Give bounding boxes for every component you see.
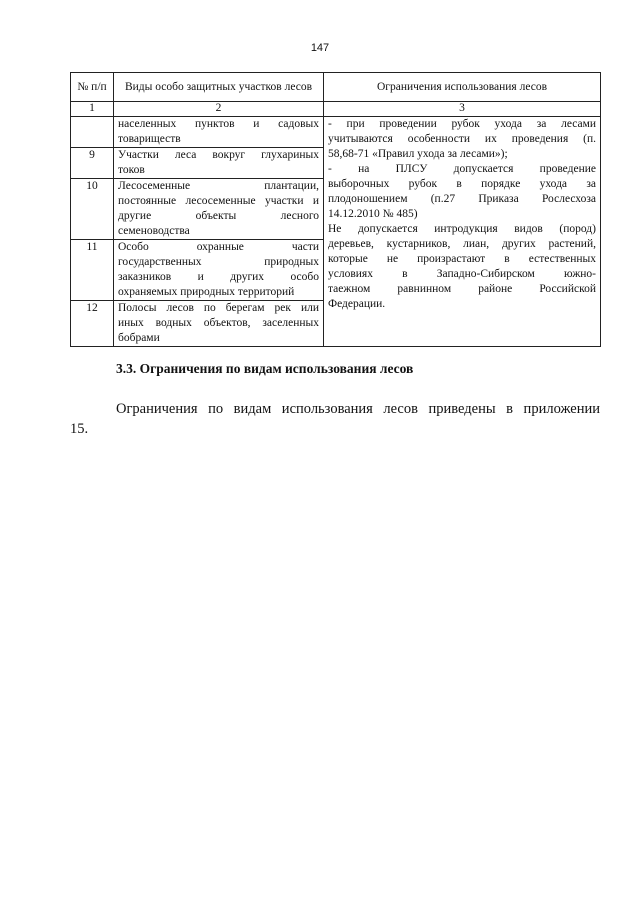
text-line: Федерации. bbox=[328, 298, 386, 310]
text-line: которые не произрастают в естественных bbox=[328, 253, 596, 265]
text-line: государственных природных bbox=[118, 256, 319, 268]
area-type-cell bbox=[114, 179, 324, 240]
paragraph-line: Ограничения по видам использования лесов приведены в приложении bbox=[116, 401, 600, 417]
text-line: таежном равнинном районе Российской bbox=[328, 283, 596, 295]
text-line: Лесосеменные плантации, bbox=[118, 180, 319, 192]
text-line: иных водных объектов, заселенных bbox=[118, 317, 319, 329]
area-type-cell bbox=[114, 240, 324, 301]
text-line: населенных пунктов и садовых bbox=[118, 118, 319, 130]
section-paragraph bbox=[70, 399, 600, 439]
row-number: 9 bbox=[71, 148, 114, 179]
column-number: 1 bbox=[71, 102, 114, 117]
text-line: плодоношением (п.27 Приказа Рослесхоза bbox=[328, 193, 596, 205]
text-line: заказников и других особо bbox=[118, 271, 319, 283]
text-line: токов bbox=[118, 164, 145, 176]
text-line: семеноводства bbox=[118, 225, 190, 237]
column-number: 2 bbox=[114, 102, 324, 117]
area-type-cell bbox=[114, 117, 324, 148]
area-type-cell bbox=[114, 148, 324, 179]
text-line: постоянные лесосеменные участки и bbox=[118, 195, 319, 207]
text-line: Не допускается интродукция видов (пород) bbox=[328, 223, 596, 235]
header-restrictions: Ограничения использования лесов bbox=[324, 73, 601, 102]
text-line: 14.12.2010 № 485) bbox=[328, 208, 418, 220]
text-line: охраняемых природных территорий bbox=[118, 286, 295, 298]
section-heading: 3.3. Ограничения по видам использования лесов bbox=[116, 361, 414, 376]
restrictions-table bbox=[70, 72, 601, 347]
restrictions-cell bbox=[324, 117, 601, 347]
page-number: 147 bbox=[310, 42, 330, 54]
column-number: 3 bbox=[324, 102, 601, 117]
text-line: другие объекты лесного bbox=[118, 210, 319, 222]
row-number bbox=[71, 117, 114, 148]
text-line: - на ПЛСУ допускается проведение bbox=[328, 163, 596, 175]
text-line: - при проведении рубок ухода за лесами bbox=[328, 118, 596, 130]
table-header-row bbox=[71, 73, 601, 102]
table-row bbox=[71, 117, 601, 148]
text-line: условиях в Западно-Сибирском южно- bbox=[328, 268, 596, 280]
header-number: № п/п bbox=[71, 73, 114, 102]
text-line: Полосы лесов по берегам рек или bbox=[118, 302, 319, 314]
text-line: бобрами bbox=[118, 332, 160, 344]
row-number: 10 bbox=[71, 179, 114, 240]
text-line: деревьев, кустарников, лиан, других растений, bbox=[328, 238, 596, 250]
text-line: товариществ bbox=[118, 133, 181, 145]
paragraph-line: 15. bbox=[70, 421, 89, 437]
column-numbers-row bbox=[71, 102, 601, 117]
text-line: Особо охранные части bbox=[118, 241, 319, 253]
row-number: 11 bbox=[71, 240, 114, 301]
text-line: Участки леса вокруг глухариных bbox=[118, 149, 319, 161]
text-line: учитываются особенности их проведения (п. bbox=[328, 133, 596, 145]
header-area-types: Виды особо защитных участков лесов bbox=[114, 73, 324, 102]
text-line: выборочных рубок в порядке ухода за bbox=[328, 178, 596, 190]
row-number: 12 bbox=[71, 301, 114, 347]
text-line: 58,68-71 «Правил ухода за лесами»); bbox=[328, 148, 508, 160]
area-type-cell bbox=[114, 301, 324, 347]
